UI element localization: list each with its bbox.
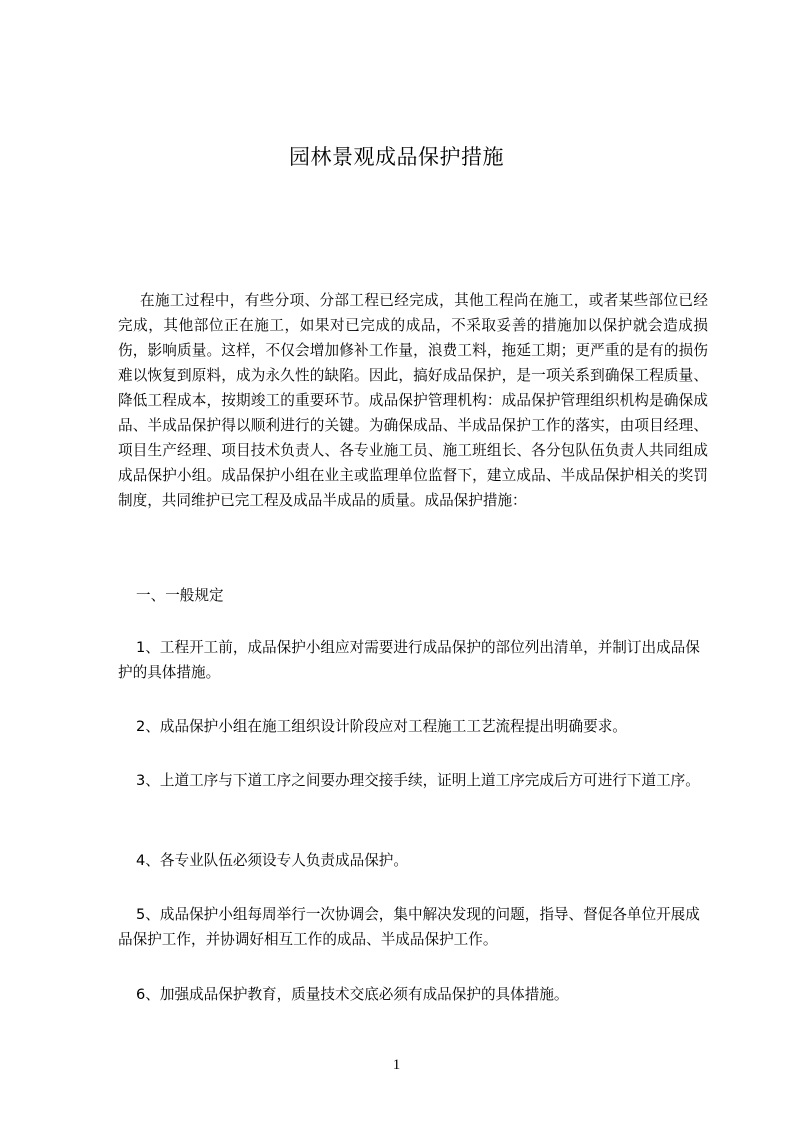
- rule-item-2: 2、成品保护小组在施工组织设计阶段应对工程施工工艺流程提出明确要求。: [136, 718, 627, 735]
- page-number: 1: [392, 1057, 401, 1073]
- rule-item-5: 5、成品保护小组每周举行一次协调会，集中解决发现的问题，指导、督促各单位开展成品保护工作，并协调好相互工作的成品、半成品保护工作。: [118, 906, 700, 948]
- rule-item-4: 4、各专业队伍必须设专人负责成品保护。: [136, 852, 408, 869]
- document-title: 园林景观成品保护措施: [289, 145, 504, 169]
- rule-item-3: 3、上道工序与下道工序之间要办理交接手续，证明上道工序完成后方可进行下道工序。: [136, 772, 700, 789]
- section-heading: 一、一般规定: [136, 587, 224, 604]
- rule-item-1: 1、工程开工前，成品保护小组应对需要进行成品保护的部位列出清单，并制订出成品保护的具体措施。: [118, 639, 700, 681]
- rule-item-6: 6、加强成品保护教育，质量技术交底必须有成品保护的具体措施。: [136, 986, 569, 1003]
- intro-paragraph: 在施工过程中，有些分项、分部工程已经完成，其他工程尚在施工，或者某些部位已经完成，其他部位正在施工，如果对已完成的成品，不采取妥善的措施加以保护就会造成损伤，影响质量。这样，不仅会增加修补工作量，浪费工料，拖延工期；更严重的是有的损伤难以恢复到原料，成为永久性的缺陷。因此，搞好成品保护，是一项关系到确保工程质量、降低工程成本，按期竣工的重要环节。成品保护管理机构：成品保护管理组织机构是确保成品、半成品保护得以顺利进行的关键。为确保成品、半成品保护工作的落实，由项目经理、项目生产经理、项目技术负责人、各专业施工员、施工班组长、各分包队伍负责人共同组成成品保护小组。成品保护小组在业主或监理单位监督下，建立成品、半成品保护相关的奖罚制度，共同维护已完工程及成品半成品的质量。成品保护措施：: [118, 292, 708, 509]
